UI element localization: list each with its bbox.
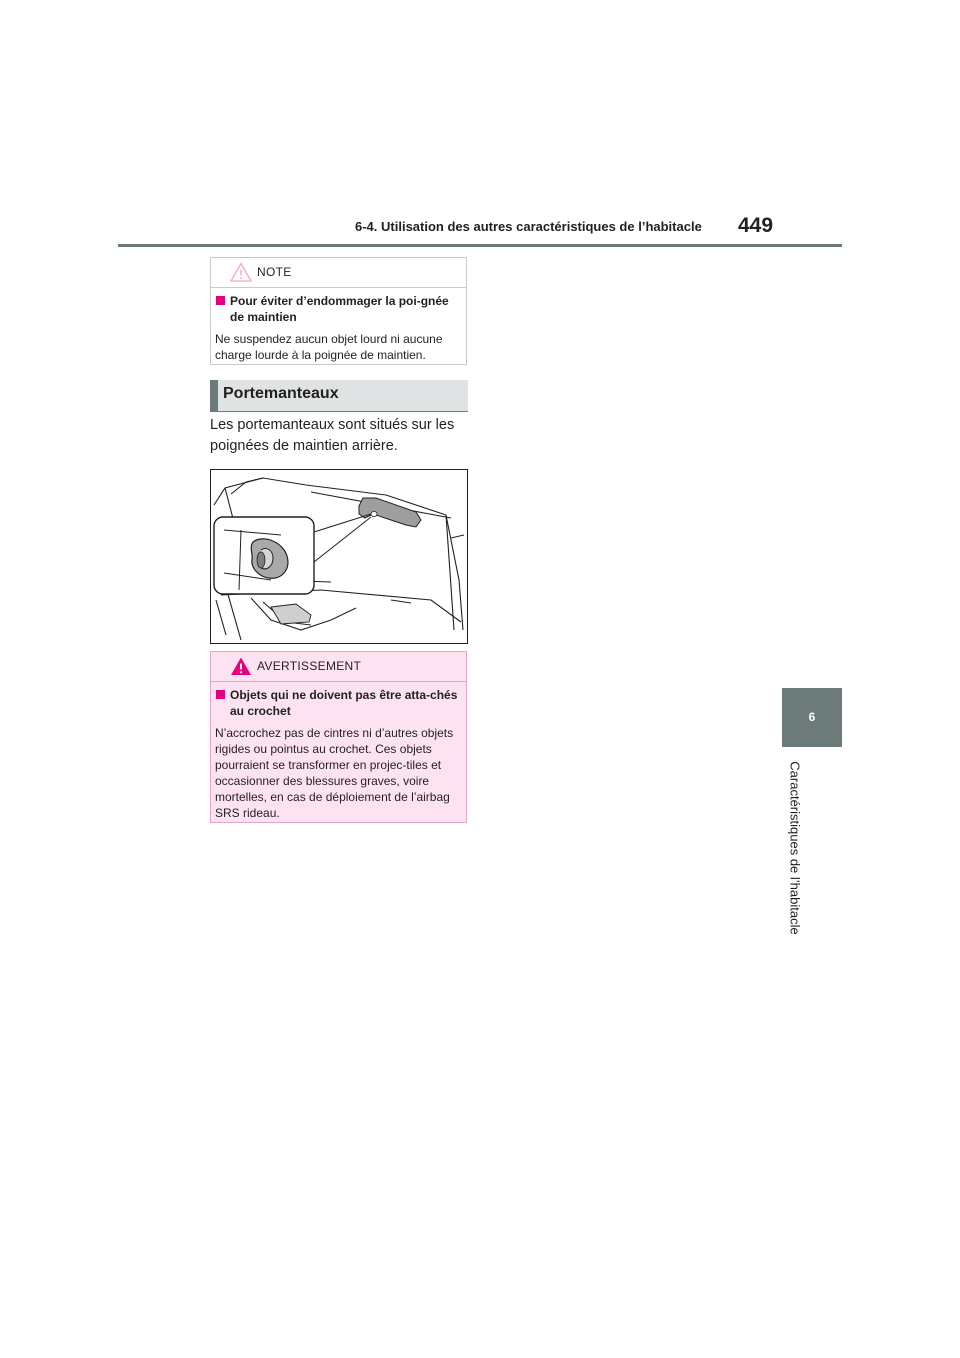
- chapter-side-label: [787, 757, 803, 939]
- note-header: [211, 258, 466, 288]
- note-heading: [215, 293, 462, 325]
- warning-box: [210, 651, 467, 823]
- warning-label: AVERTISSEMENT: [257, 659, 362, 673]
- note-text: Ne suspendez aucun objet lourd ni aucune charge lourde à la poignée de maintien.: [215, 332, 443, 362]
- square-bullet-icon: [216, 296, 225, 305]
- header-section-title: 6-4. Utilisation des autres caractéristiques de l’habitacle: [355, 219, 702, 234]
- square-bullet-icon: [216, 690, 225, 699]
- note-label: NOTE: [257, 265, 292, 279]
- caution-triangle-outline-icon: [230, 262, 252, 282]
- header-rule: [118, 244, 842, 247]
- chapter-title: Caractéristiques de l’habitacle: [787, 761, 803, 935]
- section-title: Portemanteaux: [223, 385, 339, 402]
- coat-hook-illustration: [210, 469, 468, 644]
- chapter-number: 6: [808, 710, 816, 724]
- page-number: 449: [738, 214, 774, 237]
- note-heading-text: Pour éviter d’endommager la poi-gnée de maintien: [230, 294, 449, 324]
- warning-heading: [215, 687, 462, 719]
- warning-text: N’accrochez pas de cintres ni d’autres objets rigides ou pointus au crochet. Ces objets pourraient se transformer en projec-tiles et occasionner des blessures graves, voire mortelles, en cas de déploiement de l’airbag SRS rideau.: [215, 726, 454, 820]
- warning-heading-text: Objets qui ne doivent pas être atta-chés au crochet: [230, 688, 458, 718]
- warning-triangle-filled-icon: [230, 656, 252, 676]
- note-box: [210, 257, 467, 365]
- section-heading-bar: [210, 380, 218, 411]
- section-heading: [210, 380, 468, 412]
- section-body-text: Les portemanteaux sont situés sur les poignées de maintien arrière.: [210, 417, 455, 454]
- coat-hook-drawing: [211, 470, 467, 643]
- warning-header: [211, 652, 466, 682]
- chapter-tab: [782, 688, 842, 747]
